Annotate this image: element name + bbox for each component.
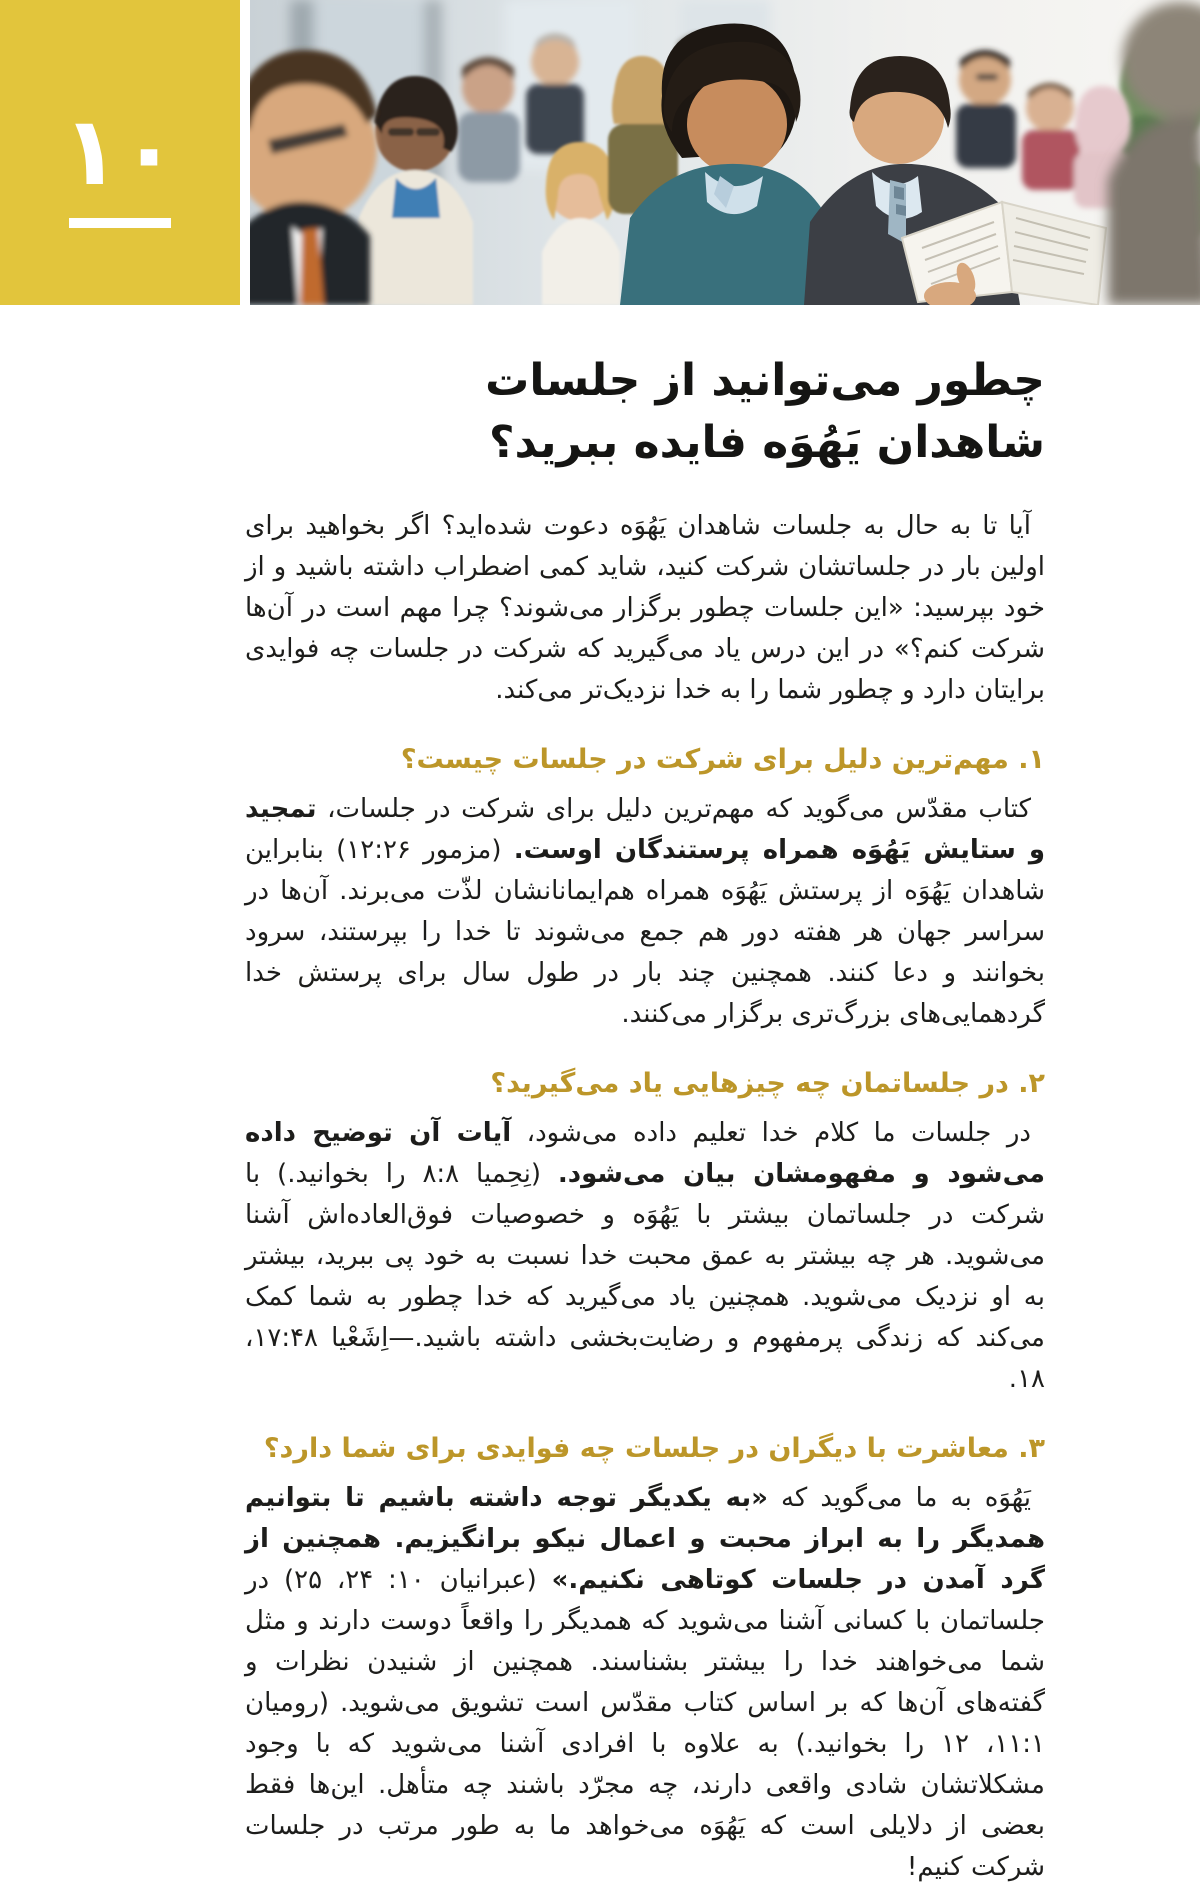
section-3-text-cont: (عبرانیان ۱۰: ۲۴، ۲۵) در جلساتمان با کسانی آشنا می‌شوید که همدیگر را واقعاً دوست دارند و مثل شما می‌خواهند خدا را بیشتر بشناسند. همچنین از شنیدن نظرات و گفته‌های آن‌ها که بر اساس کتاب مقدّس است تشویق می‌شوید. (رومیان ۱۱:۱، ۱۲ را بخوانید.) به علاوه با افرادی آشنا می‌شوید که با وجود مشکلاتشان شادی واقعی دارند، چه مجرّد باشند چه متأهل. این‌ها فقط بعضی از دلایلی است که یَهُوَه می‌خواهد ما به طور مرتب در جلسات شرکت کنیم! [245,1565,1046,1882]
section-1 [245,740,1045,1035]
section-1-paragraph [245,789,1045,1035]
section-2-paragraph [245,1113,1045,1400]
lesson-content [245,350,1045,1888]
section-3-number: ۳. [1018,1433,1045,1464]
section-3 [245,1429,1045,1888]
section-1-text-cont: (مزمور ۱۲:۲۶) بنابراین شاهدان یَهُوَه از پرستش یَهُوَه همراه هم‌ایمانانشان لذّت می‌برند. آن‌ها در سراسر جهان هر هفته دور هم جمع می‌شوند تا خدا را بپرستند، سرود بخوانند و دعا کنند. همچنین چند بار در طول سال برای پرستش خدا گردهمایی‌های بزرگ‌تری برگزار می‌کنند. [245,835,1045,1029]
section-1-question: مهم‌ترین دلیل برای شرکت در جلسات چیست؟ [400,744,1009,775]
lesson-title-line2: شاهدان یَهُوَه فایده ببرید؟ [489,417,1045,468]
page-number-badge [0,0,240,305]
congregation-photo [250,0,1200,305]
section-1-bold-text: تمجید و ستایش یَهُوَه همراه پرستندگان اوست. [245,794,1046,865]
section-2-bold-text: آیات آن توضیح داده می‌شود و مفهومشان بیان می‌شود. [245,1118,1045,1189]
section-1-text: کتاب مقدّس می‌گوید که مهم‌ترین دلیل برای شرکت در جلسات، [316,794,1031,824]
section-3-paragraph [245,1478,1045,1888]
lesson-title [245,350,1045,474]
section-2-question: در جلساتمان چه چیزهایی یاد می‌گیرید؟ [490,1068,1009,1099]
section-3-bold-text: «به یکدیگر توجه داشته باشیم تا بتوانیم همدیگر را به ابراز محبت و اعمال نیکو برانگیزیم. همچنین از گرد آمدن در جلسات کوتاهی نکنیم.» [245,1483,1046,1595]
section-3-text: یَهُوَه به ما می‌گوید که [767,1483,1031,1513]
section-3-question: معاشرت با دیگران در جلسات چه فوایدی برای شما دارد؟ [263,1433,1009,1464]
section-2 [245,1064,1045,1400]
section-1-heading [245,740,1045,780]
section-2-number: ۲. [1018,1068,1045,1099]
section-2-text-cont: (نِحِمیا ۸:۸ را بخوانید.) با شرکت در جلساتمان بیشتر با یَهُوَه و خصوصیات فوق‌العاده‌اش آشنا می‌شوید. هر چه بیشتر به عمق محبت خدا نسبت به خود پی ببرید، بیشتر به او نزدیک می‌شوید. همچنین یاد می‌گیرید که خدا چطور به شما کمک می‌کند که زندگی پرمفهوم و رضایت‌بخشی داشته باشید.—اِشَعْیا ۱۷:۴۸، ۱۸. [245,1159,1045,1394]
section-2-heading [245,1064,1045,1104]
lesson-title-line1: چطور می‌توانید از جلسات [485,355,1045,406]
page-number-underline [69,218,171,228]
intro-paragraph: آیا تا به حال به جلسات شاهدان یَهُوَه دعوت شده‌اید؟ اگر بخواهید برای اولین بار در جلساتشان شرکت کنید، شاید کمی اضطراب داشته باشید و از خود بپرسید: «این جلسات چطور برگزار می‌شوند؟ چرا مهم است در آن‌ها شرکت کنم؟» در این درس یاد می‌گیرید که شرکت در جلسات چه فوایدی برایتان دارد و چطور شما را به خدا نزدیک‌تر می‌کند. [245,511,1045,705]
section-3-heading [245,1429,1045,1469]
page-number: ۱۰ [62,97,178,207]
foreground-left-man [250,50,377,305]
top-band [0,0,1200,305]
section-1-number: ۱. [1018,744,1045,775]
congregation-photo-illustration [250,0,1200,305]
section-2-text: در جلسات ما کلام خدا تعلیم داده می‌شود، [511,1118,1031,1148]
